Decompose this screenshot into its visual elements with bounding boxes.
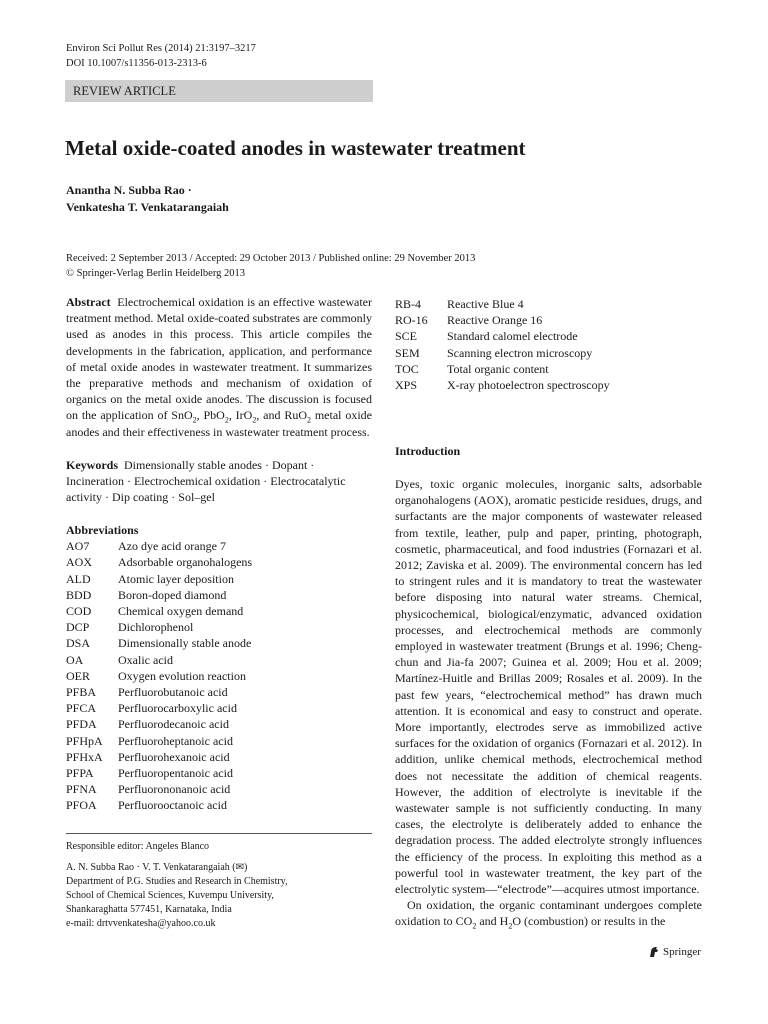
- abbreviation-term: PFHpA: [66, 733, 103, 748]
- abbreviation-list: [395, 296, 702, 393]
- abbreviation-definition: Azo dye acid orange 7: [118, 539, 226, 554]
- abbreviation-term: DCP: [66, 620, 90, 635]
- abstract-text-part: metal oxide anodes and their effectiveness in wastewater treatment process.: [66, 408, 372, 439]
- doi: DOI 10.1007/s11356-013-2313-6: [66, 58, 207, 69]
- keywords-text: Dimensionally stable anodes · Dopant · Incineration · Electrochemical oxidation · Electrocatalytic activity · Dip coating · Sol–gel: [66, 458, 346, 505]
- abbreviation-term: XPS: [395, 378, 418, 393]
- abbreviation-row: [66, 603, 372, 619]
- journal-citation: Environ Sci Pollut Res (2014) 21:3197–3217: [66, 43, 256, 54]
- introduction-body: [395, 476, 702, 930]
- abbreviation-term: BDD: [66, 587, 92, 602]
- abbreviation-row: [66, 571, 372, 587]
- publisher-logo: [648, 946, 701, 958]
- article-title: Metal oxide-coated anodes in wastewater treatment: [65, 136, 526, 160]
- abbreviation-row: [395, 377, 702, 393]
- abbreviation-definition: Perfluorohexanoic acid: [118, 749, 230, 764]
- abbreviation-row: [66, 635, 372, 651]
- abstract-text: Electrochemical oxidation is an effective wastewater treatment method. Metal oxide-coated substrates are commonly used as anodes in this process. This article compiles the developments in the fabrication, application, and performance of metal oxide anodes in wastewater treatment. It summarizes the preparative methods and mechanism of oxidation of organics on the metal oxide anodes. The discussion is focused on the application of SnO: [66, 295, 372, 423]
- abbreviation-row: [66, 765, 372, 781]
- article-dates: [66, 251, 475, 281]
- abbreviation-list: [66, 538, 372, 813]
- abbreviation-definition: Perfluorooctanoic acid: [118, 798, 227, 813]
- abbreviation-term: SCE: [395, 329, 418, 344]
- abbreviation-term: ALD: [66, 571, 91, 586]
- abbreviation-definition: Perfluorocarboxylic acid: [118, 701, 237, 716]
- abbreviation-definition: Oxygen evolution reaction: [118, 668, 246, 683]
- abbreviation-row: [66, 652, 372, 668]
- abbreviation-row: [395, 328, 702, 344]
- abbreviations-left: [66, 522, 372, 814]
- keywords-label: Keywords: [66, 458, 118, 472]
- abbreviation-row: [395, 296, 702, 312]
- abbreviation-row: [66, 700, 372, 716]
- abbreviation-term: AOX: [66, 555, 92, 570]
- abbreviation-term: PFOA: [66, 798, 97, 813]
- abbreviation-definition: Perfluoroheptanoic acid: [118, 733, 233, 748]
- journal-header: [66, 41, 256, 71]
- abbreviations-heading: Abbreviations: [66, 523, 139, 537]
- abbreviation-definition: Dimensionally stable anode: [118, 636, 252, 651]
- abstract-text-part: , and RuO: [256, 408, 308, 423]
- abbreviation-definition: Perfluorononanoic acid: [118, 782, 231, 797]
- abstract-label: Abstract: [66, 295, 111, 309]
- abbreviation-definition: Perfluoropentanoic acid: [118, 766, 233, 781]
- footnote-divider: [66, 833, 372, 834]
- abbreviation-row: [66, 554, 372, 570]
- subscript: 2: [472, 921, 477, 931]
- subscript: 2: [192, 415, 197, 425]
- intro-paragraph-1: Dyes, toxic organic molecules, inorganic salts, adsorbable organohalogens (AOX), aromatic pesticide residues, drugs, and surfactants are the major components of wastewater released from textile, leather, pulp and paper, printing, photograph, cosmetic, pharmaceutical, and food industries (Fornazari et al. 2012; Zaviska et al. 2009). The environmental concern has led to stringent rules and it is mandatory to treat the wastewater before disposing into natural water streams. Chemical, physicochemical, biological/enzymatic, advanced oxidation processes, and electrochemical methods are commonly employed in wastewater treatment (Brungs et al. 1996; Cheng-chun and Jia-fa 2007; Guinea et al. 2009; Hou et al. 2009; Martínez-Huitle and Brillas 2009; Rosales et al. 2009). In the past few years, “electrochemical method” has drawn much attention. It is economical and easy to construct and operate. More importantly, electrodes serve as immobilized active surfaces for the oxidation of organics (Fornazari et al. 2012). In addition, unlike chemical methods, electrochemical method does not necessitate the addition of chemical reagents. However, the addition of electrolyte is inevitable if the wastewater sample is not sufficiently conducting. In many cases, the electrolyte is deliberately added to enhance the degradation process. The added electrolyte strongly influences the efficiency of the process. In exploiting this method as a powerful tool in wastewater treatment, the key part of the electrolytic system—“electrode”—acquires utmost importance.: [395, 477, 702, 897]
- abbreviation-definition: Chemical oxygen demand: [118, 604, 244, 619]
- abbreviation-definition: Reactive Orange 16: [447, 313, 543, 328]
- abstract-text-part: , IrO: [228, 408, 253, 423]
- abbreviation-row: [395, 312, 702, 328]
- article-type-badge: REVIEW ARTICLE: [65, 80, 373, 102]
- abbreviation-definition: Boron-doped diamond: [118, 587, 227, 602]
- abbreviation-definition: Oxalic acid: [118, 652, 173, 667]
- subscript: 2: [224, 415, 229, 425]
- abbreviation-row: [66, 619, 372, 635]
- abbreviation-definition: Scanning electron microscopy: [447, 345, 593, 360]
- abbreviation-term: PFCA: [66, 701, 97, 716]
- affiliation-school: School of Chemical Sciences, Kuvempu University,: [66, 890, 274, 901]
- abbreviation-definition: X-ray photoelectron spectroscopy: [447, 378, 610, 393]
- abbreviation-row: [66, 733, 372, 749]
- abbreviation-term: PFBA: [66, 685, 97, 700]
- intro-text: O (combustion) or results in the: [512, 914, 666, 929]
- abbreviation-row: [66, 781, 372, 797]
- abbreviation-term: SEM: [395, 345, 420, 360]
- email-link[interactable]: e-mail: drtvvenkatesha@yahoo.co.uk: [66, 918, 216, 929]
- abbreviation-term: PFNA: [66, 782, 97, 797]
- abbreviation-term: DSA: [66, 636, 91, 651]
- abbreviation-term: OA: [66, 652, 84, 667]
- abstract: [66, 294, 372, 440]
- intro-text: On oxidation, the organic contaminant undergoes complete oxidation to CO: [395, 898, 702, 929]
- affiliation-place: Shankaraghatta 577451, Karnataka, India: [66, 904, 232, 915]
- abbreviation-term: PFHxA: [66, 749, 103, 764]
- author-line-2: Venkatesha T. Venkatarangaiah: [66, 200, 229, 214]
- affiliation-dept: Department of P.G. Studies and Research in Chemistry,: [66, 876, 288, 887]
- abbreviations-right: [395, 296, 702, 393]
- subscript: 2: [307, 415, 312, 425]
- affiliation: [66, 861, 288, 931]
- author-list: [66, 182, 229, 216]
- intro-text: and H: [476, 914, 509, 929]
- abbreviation-row: [66, 716, 372, 732]
- subscript: 2: [252, 415, 257, 425]
- abbreviation-row: [66, 797, 372, 813]
- abbreviation-definition: Perfluorobutanoic acid: [118, 685, 228, 700]
- abbreviation-definition: Atomic layer deposition: [118, 571, 234, 586]
- abbreviation-term: COD: [66, 604, 92, 619]
- abbreviation-definition: Perfluorodecanoic acid: [118, 717, 229, 732]
- springer-horse-icon: [648, 946, 660, 958]
- abbreviation-definition: Standard calomel electrode: [447, 329, 578, 344]
- abbreviation-definition: Adsorbable organohalogens: [118, 555, 253, 570]
- received-dates: Received: 2 September 2013 / Accepted: 29 October 2013 / Published online: 29 November 2013: [66, 253, 476, 264]
- abbreviation-row: [66, 587, 372, 603]
- abbreviation-row: [66, 668, 372, 684]
- abbreviation-term: RB-4: [395, 297, 422, 311]
- abbreviation-row: [66, 684, 372, 700]
- abbreviation-row: [395, 345, 702, 361]
- abbreviation-term: TOC: [395, 361, 419, 376]
- keywords: [66, 457, 372, 506]
- abbreviation-row: [395, 361, 702, 377]
- abstract-text-part: , PbO: [196, 408, 225, 423]
- copyright-line: © Springer-Verlag Berlin Heidelberg 2013: [66, 268, 246, 279]
- abbreviation-term: AO7: [66, 539, 90, 554]
- abbreviation-term: RO-16: [395, 313, 428, 328]
- publisher-name: Springer: [663, 946, 701, 958]
- affiliation-authors: A. N. Subba Rao · V. T. Venkatarangaiah (✉): [66, 862, 248, 873]
- abbreviation-term: PFDA: [66, 717, 97, 732]
- introduction-heading: Introduction: [395, 444, 461, 458]
- abbreviation-row: [66, 749, 372, 765]
- subscript: 2: [508, 921, 513, 931]
- editor-note: Responsible editor: Angeles Blanco: [66, 841, 210, 852]
- intro-paragraph-2: [395, 897, 702, 929]
- abbreviation-definition: Reactive Blue 4: [447, 297, 524, 311]
- abbreviation-term: OER: [66, 668, 90, 683]
- abbreviation-definition: Total organic content: [447, 361, 549, 376]
- abbreviation-row: [66, 538, 372, 554]
- abbreviation-definition: Dichlorophenol: [118, 620, 194, 635]
- author-line-1: Anantha N. Subba Rao ·: [66, 183, 192, 197]
- abbreviation-term: PFPA: [66, 766, 94, 781]
